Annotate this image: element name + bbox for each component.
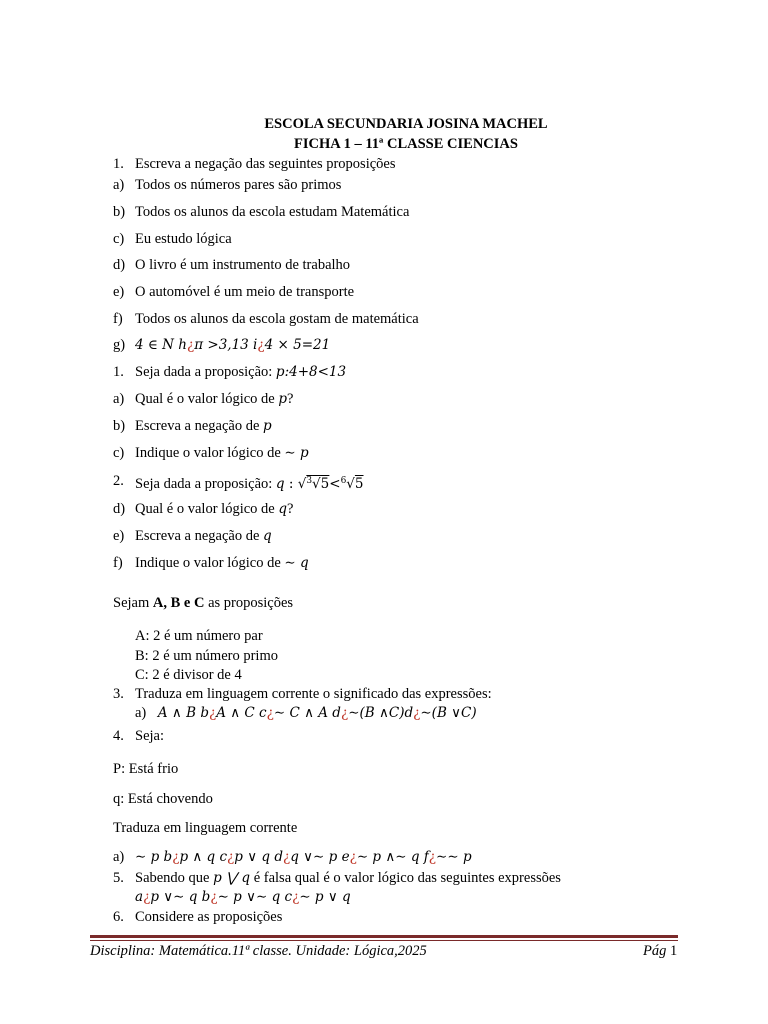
sejam-line	[113, 594, 293, 612]
item-label: a)	[113, 177, 125, 193]
formula-var: p	[263, 418, 272, 434]
sejam-suffix: as proposições	[208, 595, 294, 611]
item-label: g)	[113, 337, 126, 353]
item-text: Escreva a negação de	[135, 418, 260, 434]
item-label: f)	[113, 311, 123, 327]
question-text: Sabendo que	[135, 870, 210, 886]
question-number: 5.	[113, 870, 124, 886]
item-text: Qual é o valor lógico de	[135, 501, 275, 517]
formula-var: ∼ q	[284, 555, 309, 571]
punctuation: ?	[287, 501, 294, 517]
question-text: Considere as proposições	[135, 909, 283, 925]
document-page: ESCOLA SECUNDARIA JOSINA MACHEL FICHA 1 – 11ª CLASSE CIENCIAS 1. Escreva a negação das seguintes proposições a) Todos os números pares são primos b) Todos os alunos da escola estudam Matemática c) Eu estudo lógica d) O livro é um instrumento de trabalho e) O automóvel é um meio de transporte f) Todos os alunos da escola gostam de matemática g) 4 ∈ N h¿π >3,13 i¿4 × 5=21 1. Seja dada a proposição: p:4+8<13 a) Qual é o valor lógico de p? b) Escreva a negação de p c) Indique o valor lógico de ∼ p 2. Seja dada a proposição: q : √$^3$√5<$^6$√5 d) Qual é o valor lógico de q? e) Escreva a negação de q f) Indique o valor lógico de ∼ q Sejam A, B e C as proposições A: 2 é um número par B: 2 é um número primo C: 2 é divisor de 4 3. Traduza em linguagem corrente o significado das expressões: a) A ∧ B b¿A ∧ C c¿∼ C ∧ A d¿∼(B ∧C)d¿∼(B ∨C) 4. Seja: P: Está frio q: Está chovendo Traduza em linguagem corrente a) ∼ p b¿p ∧ q c¿p ∨ q d¿q ∨∼ p e¿∼ p ∧∼ q f¿∼∼ p 5. Sabendo que p ⋁ q é falsa qual é o valor lógico das seguintes expressões a¿p ∨∼ q b¿∼ p ∨∼ q c¿∼ p ∨ q 6. Considere as proposições Disciplina: Matemática.11ª classe. Unidade: Lógica,2025 Pág 1	[0, 0, 768, 1024]
question-number: 3.	[113, 686, 124, 702]
proposition-b: B: 2 é um número primo	[135, 648, 278, 664]
question-text: Traduza em linguagem corrente o significado das expressões:	[135, 686, 492, 702]
formula-var: q	[278, 501, 287, 517]
question-number: 1.	[113, 156, 124, 172]
proposition-c: C: 2 é divisor de 4	[135, 667, 242, 683]
item-label: c)	[113, 231, 125, 247]
item-text: Indique o valor lógico de	[135, 445, 281, 461]
school-title: ESCOLA SECUNDARIA JOSINA MACHEL	[264, 116, 548, 132]
question-text: Escreva a negação das seguintes proposições	[135, 156, 396, 172]
item-text: Eu estudo lógica	[135, 231, 232, 247]
item-label: a)	[113, 849, 125, 865]
formula-p: p:4+8<13	[275, 364, 347, 380]
ficha-title: FICHA 1 – 11ª CLASSE CIENCIAS	[294, 136, 518, 152]
page-label: Pág	[643, 943, 667, 959]
q5-formula: a¿p ∨∼ q b¿∼ p ∨∼ q c¿∼ p ∨ q	[135, 889, 351, 905]
question-text: Seja dada a proposição:	[135, 476, 273, 492]
footer-divider	[90, 935, 678, 938]
sejam-prefix: Sejam	[113, 595, 150, 611]
formula-var: q	[263, 528, 272, 544]
traduza-line: Traduza em linguagem corrente	[113, 820, 298, 836]
footer-left: Disciplina: Matemática.11ª classe. Unidade: Lógica,2025	[90, 943, 427, 959]
formula-q: q	[275, 476, 285, 492]
question-text: Seja:	[135, 728, 164, 744]
item-text: O automóvel é um meio de transporte	[135, 284, 355, 300]
question-number: 1.	[113, 364, 124, 380]
item-label: a)	[113, 391, 125, 407]
question-text-2: é falsa qual é o valor lógico das seguintes expressões	[253, 870, 561, 886]
punctuation: ?	[287, 391, 294, 407]
item-label: e)	[113, 284, 125, 300]
item-label: b)	[113, 204, 126, 220]
formula-g: 4 ∈ N h¿π >3,13 i¿4 × 5=21	[135, 337, 331, 353]
page-number	[643, 942, 677, 960]
item-text: Todos os alunos da escola estudam Matemática	[135, 204, 410, 220]
item-text: Todos os números pares são primos	[135, 177, 342, 193]
formula-var: ∼ p	[284, 445, 309, 461]
item-text: Todos os alunos da escola gostam de matemática	[135, 311, 419, 327]
proposition-p: P: Está frio	[113, 761, 179, 777]
footer-divider-thin	[90, 940, 678, 941]
q3-formula: a) A ∧ B b¿A ∧ C c¿∼ C ∧ A d¿∼(B ∧C)d¿∼(B ∨C)	[135, 705, 477, 721]
proposition-a: A: 2 é um número par	[135, 628, 263, 644]
item-text: Indique o valor lógico de	[135, 555, 281, 571]
item-text: Escreva a negação de	[135, 528, 260, 544]
item-label: a)	[135, 705, 147, 721]
question-number: 2.	[113, 473, 124, 489]
page-num: 1	[669, 943, 678, 959]
question-number: 4.	[113, 728, 124, 744]
formula-var: p	[278, 391, 287, 407]
item-label: b)	[113, 418, 126, 434]
sejam-bold: A, B e C	[152, 595, 205, 611]
item-label: d)	[113, 257, 126, 273]
item-text: Qual é o valor lógico de	[135, 391, 275, 407]
item-label: c)	[113, 445, 125, 461]
question-text: Seja dada a proposição:	[135, 364, 273, 380]
item-label: e)	[113, 528, 125, 544]
item-text: O livro é um instrumento de trabalho	[135, 257, 351, 273]
question-number: 6.	[113, 909, 124, 925]
item-label: d)	[113, 501, 126, 517]
item-label: f)	[113, 555, 123, 571]
proposition-q: q: Está chovendo	[113, 791, 213, 807]
